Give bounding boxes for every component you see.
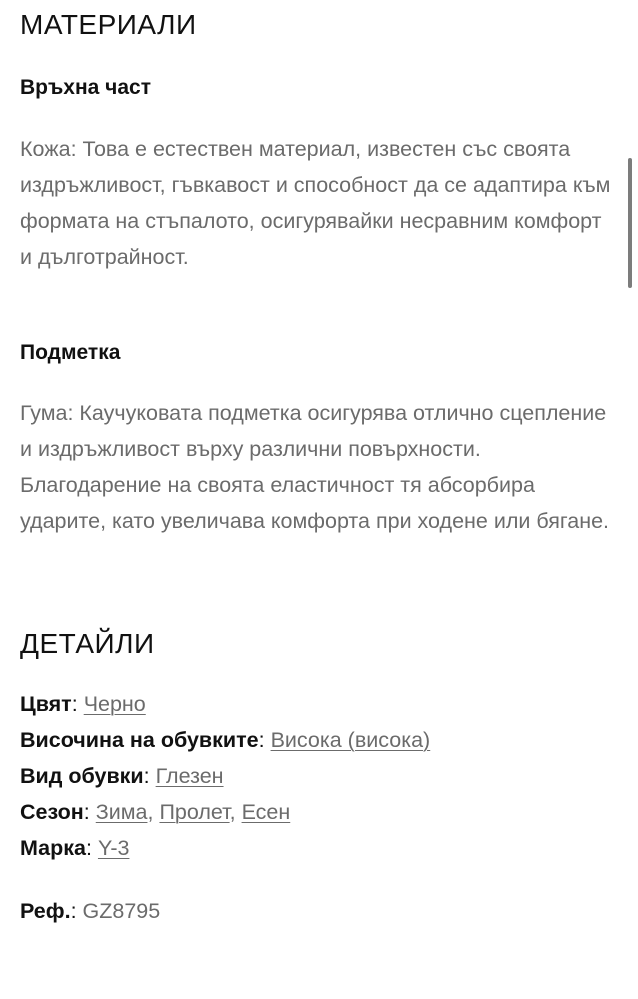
colon: :	[143, 764, 150, 788]
comma: ,	[147, 800, 154, 824]
height-link[interactable]: Висока (висока)	[270, 728, 431, 752]
season-link-autumn[interactable]: Есен	[241, 800, 291, 824]
scrollbar-thumb[interactable]	[628, 158, 632, 288]
detail-color	[20, 686, 430, 722]
detail-label: Вид обувки	[20, 764, 144, 788]
colon: :	[83, 800, 90, 824]
colon: :	[85, 836, 92, 860]
detail-brand	[20, 830, 430, 866]
color-link[interactable]: Черно	[83, 692, 146, 716]
type-link[interactable]: Глезен	[155, 764, 224, 788]
sole-description: Гума: Каучуковата подметка осигурява отлично сцепление и издръжливост върху различни повърхности. Благодарение на своята еластичност тя абсорбира ударите, като увеличава комфорта при ходене или бягане.	[20, 401, 610, 533]
materials-heading: МАТЕРИАЛИ	[20, 9, 197, 40]
colon: :	[258, 728, 265, 752]
details-heading: ДЕТАЙЛИ	[20, 628, 155, 659]
detail-label: Сезон	[20, 800, 84, 824]
ref-label: Реф.	[20, 899, 71, 923]
detail-height	[20, 722, 430, 758]
upper-heading: Връхна част	[20, 76, 152, 99]
ref-value: GZ8795	[82, 899, 161, 923]
comma: ,	[229, 800, 236, 824]
detail-season	[20, 794, 430, 830]
details-list	[20, 686, 430, 866]
season-link-spring[interactable]: Пролет	[159, 800, 230, 824]
sole-heading: Подметка	[20, 341, 121, 364]
upper-description: Кожа: Това е естествен материал, известен със своята издръжливост, гъвкавост и способност да се адаптира към формата на стъпалото, осигурявайки несравним комфорт и дълготрайност.	[20, 137, 611, 269]
season-link-winter[interactable]: Зима	[95, 800, 148, 824]
detail-type	[20, 758, 430, 794]
reference-number	[20, 893, 160, 929]
colon: :	[70, 899, 77, 923]
detail-label: Марка	[20, 836, 86, 860]
brand-link[interactable]: Y-3	[97, 836, 130, 860]
detail-label: Височина на обувките	[20, 728, 259, 752]
colon: :	[71, 692, 78, 716]
detail-label: Цвят	[20, 692, 72, 716]
